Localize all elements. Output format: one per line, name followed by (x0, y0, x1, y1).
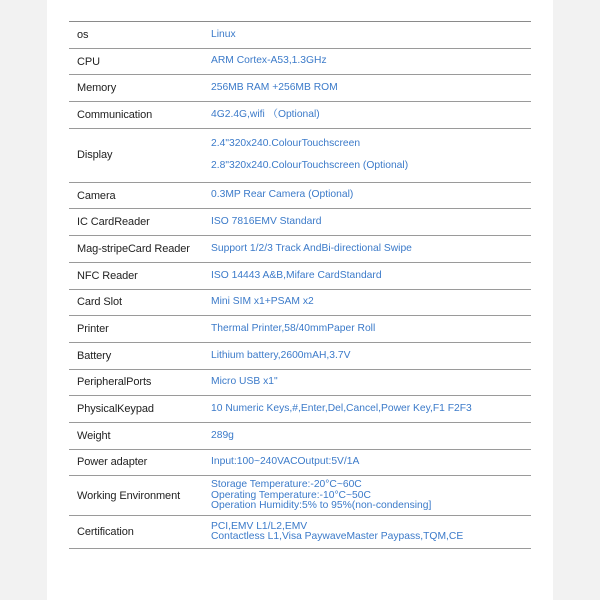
spec-value (211, 183, 531, 209)
spec-row-nfc-reader (69, 263, 531, 290)
spec-value-line: 256MB RAM +256MB ROM (211, 82, 338, 94)
spec-label: Working Environment (77, 489, 181, 502)
spec-value-line: Support 1/2/3 Track AndBi-directional Swipe (211, 242, 412, 254)
spec-value (211, 22, 531, 48)
spec-value-line: ISO 14443 A&B,Mifare CardStandard (211, 269, 382, 281)
spec-label: PeripheralPorts (77, 376, 152, 389)
spec-sheet (47, 0, 553, 600)
spec-label: Printer (77, 323, 109, 336)
spec-label: Camera (77, 189, 116, 202)
spec-value-line: Contactless L1,Visa PaywaveMaster Paypass,TQM,CE (211, 531, 464, 543)
spec-row-peripheral-ports (69, 370, 531, 397)
spec-row-os (69, 22, 531, 49)
spec-row-cpu (69, 49, 531, 76)
spec-value (211, 236, 531, 262)
spec-value (211, 396, 531, 422)
spec-value (211, 129, 531, 182)
spec-value (211, 209, 531, 235)
spec-value-line: 4G2.4G,wifi （Optional) (211, 108, 320, 120)
spec-value (211, 516, 531, 548)
spec-label: Certification (77, 526, 134, 539)
spec-label: IC CardReader (77, 216, 150, 229)
spec-value-line: 0.3MP Rear Camera (Optional) (211, 189, 354, 201)
spec-label: CPU (77, 55, 100, 68)
specification-table (69, 21, 531, 549)
spec-value-line: Thermal Printer,58/40mmPaper Roll (211, 322, 376, 334)
spec-value (211, 343, 531, 369)
spec-value-line: Storage Temperature:-20°C~60C (211, 479, 362, 491)
spec-row-physical-keypad (69, 396, 531, 423)
spec-value-line: Micro USB x1" (211, 376, 278, 388)
spec-row-camera (69, 183, 531, 210)
spec-row-certification (69, 516, 531, 549)
spec-label: Mag-stripeCard Reader (77, 242, 190, 255)
spec-value (211, 476, 531, 515)
spec-row-working-environment (69, 476, 531, 516)
spec-label: Battery (77, 349, 112, 362)
spec-value-line: ISO 7816EMV Standard (211, 216, 322, 228)
spec-label: Card Slot (77, 296, 122, 309)
spec-value (211, 316, 531, 342)
spec-value-line: Linux (211, 28, 236, 40)
spec-value (211, 290, 531, 316)
spec-value (211, 423, 531, 449)
spec-value-line: Operating Temperature:-10°C~50C (211, 489, 371, 501)
spec-row-mag-stripe-reader (69, 236, 531, 263)
spec-row-memory (69, 75, 531, 102)
spec-label: Memory (77, 82, 117, 95)
spec-value-line: PCI,EMV L1/L2,EMV (211, 520, 308, 532)
spec-value (211, 75, 531, 101)
spec-value (211, 450, 531, 476)
spec-row-weight (69, 423, 531, 450)
spec-value-line: 10 Numeric Keys,#,Enter,Del,Cancel,Power Key,F1 F2F3 (211, 402, 472, 414)
spec-row-card-slot (69, 290, 531, 317)
spec-value-line: 2.8"320x240.ColourTouchscreen (Optional) (211, 160, 409, 172)
spec-label: PhysicalKeypad (77, 403, 154, 416)
spec-value-line: 289g (211, 429, 234, 441)
spec-value (211, 49, 531, 75)
spec-value-line: 2.4"320x240.ColourTouchscreen (211, 137, 361, 149)
spec-label: Power adapter (77, 456, 148, 469)
spec-label: Communication (77, 108, 153, 121)
spec-value (211, 263, 531, 289)
spec-row-communication (69, 102, 531, 129)
spec-row-power-adapter (69, 450, 531, 477)
spec-label: os (77, 28, 89, 41)
spec-label: Display (77, 149, 113, 162)
spec-value-line: Operation Humidity:5% to 95%(non-condensing] (211, 500, 432, 512)
spec-label: Weight (77, 429, 111, 442)
spec-row-display (69, 129, 531, 183)
spec-value-line: ARM Cortex-A53,1.3GHz (211, 55, 327, 67)
spec-label: NFC Reader (77, 269, 138, 282)
spec-value (211, 370, 531, 396)
spec-value-line: Input:100~240VACOutput:5V/1A (211, 456, 360, 468)
spec-value (211, 102, 531, 128)
spec-value-line: Mini SIM x1+PSAM x2 (211, 296, 314, 308)
spec-row-battery (69, 343, 531, 370)
spec-value-line: Lithium battery,2600mAH,3.7V (211, 349, 351, 361)
spec-row-ic-card-reader (69, 209, 531, 236)
spec-row-printer (69, 316, 531, 343)
